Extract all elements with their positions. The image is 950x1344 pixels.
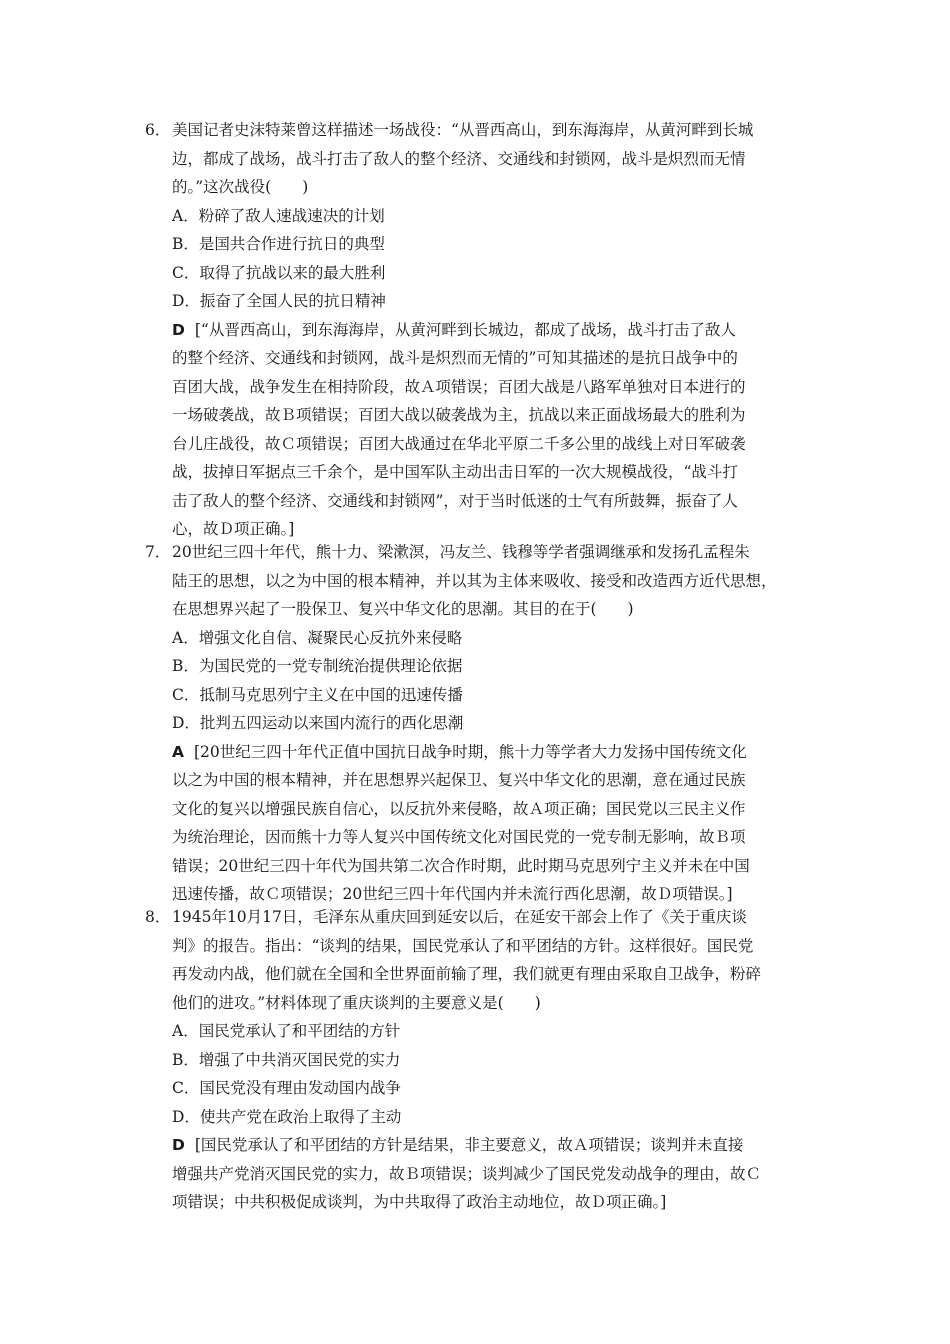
- option-a: A．增强文化自信、凝聚民心反抗外来侵略: [172, 628, 463, 647]
- answer-explanation-line: 为统治理论，因而熊十力等人复兴中国传统文化对国民党的一党专制无影响，故Ｂ项: [172, 828, 746, 846]
- option-b: B．为国民党的一党专制统治提供理论依据: [172, 657, 463, 675]
- answer-explanation-line: 战，拔掉日军据点三千余个，是中国军队主动出击日军的一次大规模战役，“战斗打: [172, 463, 738, 481]
- option-c: C．抵制马克思列宁主义在中国的迅速传播: [172, 685, 463, 704]
- answer-explanation-line: 项错误；中共积极促成谈判，为中共取得了政治主动地位，故Ｄ项正确。]: [172, 1193, 667, 1211]
- question-stem-line: 边，都成了战场，战斗打击了敌人的整个经济、交通线和封锁网，战斗是炽烈而无情: [172, 149, 746, 168]
- answer-explanation-line: 台儿庄战役，故Ｃ项错误；百团大战通过在华北平原二千多公里的战线上对日军破袭: [172, 434, 746, 453]
- answer-explanation-line: 增强共产党消灭国民党的实力，故Ｂ项错误；谈判减少了国民党发动战争的理由，故Ｃ: [172, 1164, 762, 1183]
- answer-letter: D: [172, 1136, 185, 1154]
- answer-explanation-line: D [“从晋西高山，到东海海岸，从黄河畔到长城边，都成了战场，战斗打击了敌人: [172, 320, 736, 339]
- question-number: 8．: [145, 908, 171, 926]
- answer-explanation-line: 击了敌人的整个经济、交通线和封锁网”，对于当时低迷的士气有所鼓舞，振奋了人: [172, 491, 738, 510]
- answer-explanation-line: 错误；20世纪三四十年代为国共第二次合作时期，此时期马克思列宁主义并未在中国: [172, 856, 750, 875]
- option-d: D．批判五四运动以来国内流行的西化思潮: [172, 714, 464, 732]
- question-stem-line: 在思想界兴起了一股保卫、复兴中华文化的思潮。其目的在于( ): [172, 600, 634, 618]
- option-c: C．取得了抗战以来的最大胜利: [172, 263, 386, 282]
- answer-explanation-line: A [20世纪三四十年代正值中国抗日战争时期，熊十力等学者大力发扬中国传统文化: [172, 742, 747, 761]
- answer-explanation-line: D [国民党承认了和平团结的方针是结果，非主要意义，故Ａ项错误；谈判并未直接: [172, 1136, 744, 1154]
- answer-explanation-line: 迅速传播，故Ｃ项错误；20世纪三四十年代国内并未流行西化思潮，故Ｄ项错误。]: [172, 885, 733, 903]
- question-number: 7．: [145, 543, 171, 561]
- question-stem-line: 他们的进攻。”材料体现了重庆谈判的主要意义是( ): [172, 993, 541, 1012]
- answer-explanation-line: 心，故Ｄ项正确。]: [172, 520, 295, 538]
- option-d: D．使共产党在政治上取得了主动: [172, 1107, 402, 1126]
- answer-letter: A: [172, 742, 184, 761]
- answer-letter: D: [172, 320, 185, 339]
- option-a: A．国民党承认了和平团结的方针: [172, 1022, 401, 1040]
- question-stem-line: 再发动内战，他们就在全国和全世界面前输了理，我们就更有理由采取自卫战争，粉碎: [172, 965, 762, 983]
- option-b: B．是国共合作进行抗日的典型: [172, 235, 385, 253]
- question-8: [140, 903, 810, 1217]
- answer-explanation-line: 文化的复兴以增强民族自信心，以反抗外来侵略，故Ａ项正确；国民党以三民主义作: [172, 799, 746, 818]
- question-stem-line: 8． 1945年10月17日，毛泽东从重庆回到延安以后，在延安干部会上作了《关于重庆谈: [140, 903, 810, 932]
- question-stem-line: 判》的报告。指出：“谈判的结果，国民党承认了和平团结的方针。这样很好。国民党: [172, 936, 754, 955]
- question-7: [140, 538, 810, 909]
- option-d: D．振奋了全国人民的抗日精神: [172, 292, 386, 310]
- option-c: C．国民党没有理由发动国内战争: [172, 1079, 401, 1097]
- question-6: [140, 116, 810, 544]
- answer-explanation-line: 一场破袭战，故Ｂ项错误；百团大战以破袭战为主，抗战以来正面战场最大的胜利为: [172, 406, 746, 424]
- question-stem-line: 的。”这次战役( ): [172, 178, 309, 196]
- answer-explanation-line: 的整个经济、交通线和封锁网，战斗是炽烈而无情的”可知其描述的是抗日战争中的: [172, 349, 738, 367]
- question-number: 6．: [145, 121, 171, 139]
- question-stem-line: 6． 美国记者史沫特莱曾这样描述一场战役：“从晋西高山，到东海海岸，从黄河畔到长城: [140, 116, 810, 145]
- question-stem-line: 陆王的思想，以之为中国的根本精神，并以其为主体来吸收、接受和改造西方近代思想，: [172, 571, 777, 590]
- answer-explanation-line: 以之为中国的根本精神，并在思想界兴起保卫、复兴中华文化的思潮，意在通过民族: [172, 771, 746, 789]
- question-stem-line: 7． 20世纪三四十年代，熊十力、梁漱溟，冯友兰、钱穆等学者强调继承和发扬孔孟程朱: [140, 538, 810, 567]
- option-a: A．粉碎了敌人速战速决的计划: [172, 206, 385, 225]
- option-b: B．增强了中共消灭国民党的实力: [172, 1050, 401, 1069]
- answer-explanation-line: 百团大战，战争发生在相持阶段，故Ａ项错误；百团大战是八路军单独对日本进行的: [172, 377, 746, 396]
